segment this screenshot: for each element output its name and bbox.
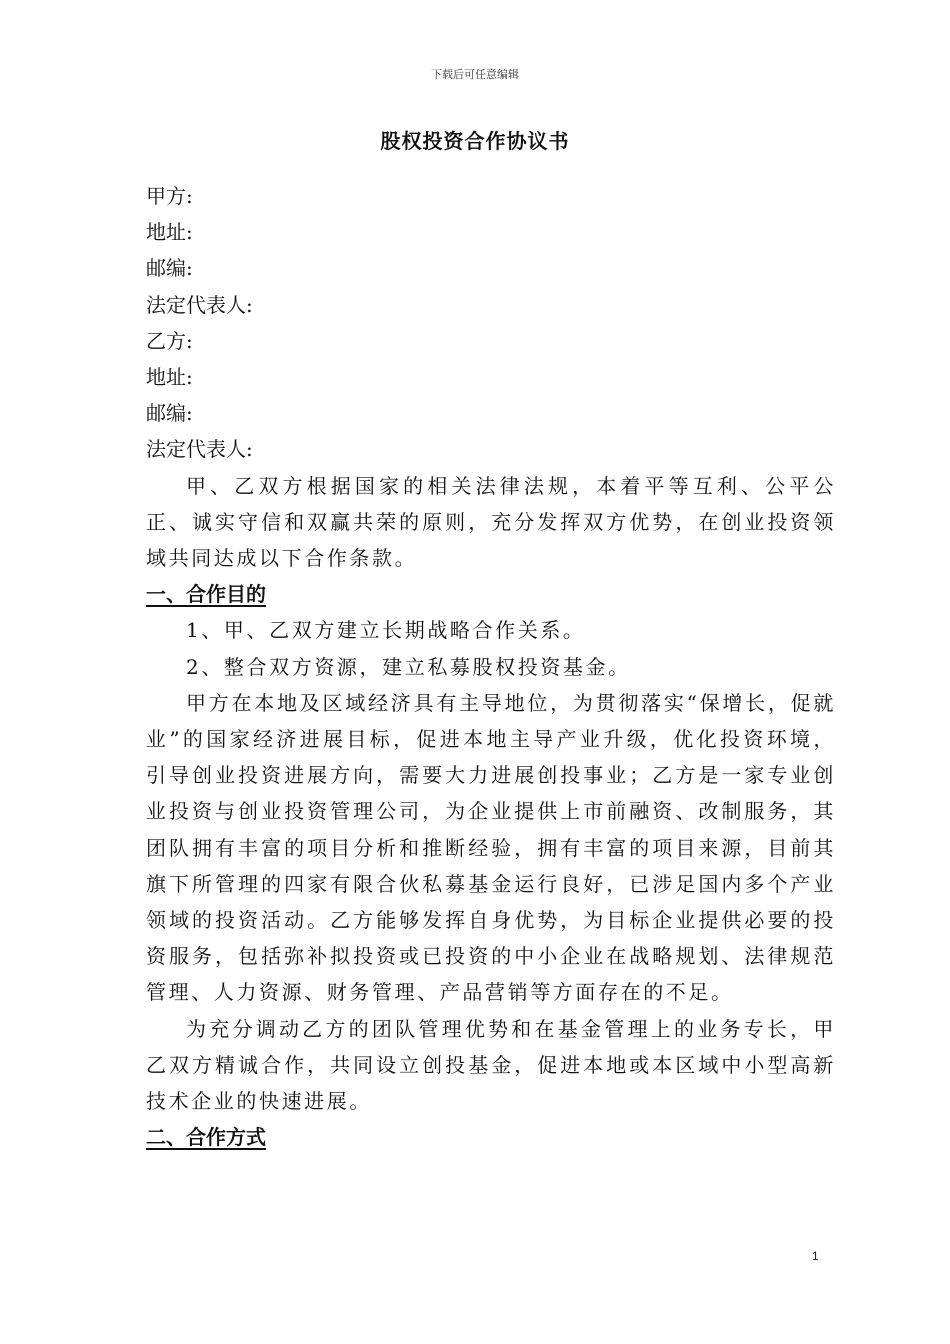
party-a-label: 甲方: bbox=[146, 184, 193, 208]
section-heading-method: 二、合作方式 bbox=[146, 1125, 266, 1150]
party-a-representative-label: 法定代表人: bbox=[146, 292, 253, 317]
party-b-postcode-label: 邮编: bbox=[146, 401, 193, 426]
section-heading-purpose: 一、合作目的 bbox=[146, 582, 266, 607]
purpose-paragraph-1: 甲方在本地及区域经济具有主导地位，为贯彻落实“保增长，促就业”的国家经济进展目标，促进本地主导产业升级，优化投资环境，引导创业投资进展方向，需要大力进展创投事业；乙方是一家专业创业投资与创业投资管理公司，为企业提供上市前融资、改制服务，其团队拥有丰富的项目分析和推断经验，拥有丰富的项目来源，目前其旗下所管理的四家有限合伙私募基金运行良好，已涉足国内多个产业领域的投资活动。乙方能够发挥自身优势，为目标企业提供必要的投资服务，包括弥补拟投资或已投资的中小企业在战略规划、法律规范管理、人力资源、财务管理、产品营销等方面存在的不足。 bbox=[146, 690, 836, 1005]
document-body bbox=[146, 178, 836, 1155]
document-title: 股权投资合作协议书 bbox=[380, 129, 570, 153]
purpose-paragraph-2: 为充分调动乙方的团队管理优势和在基金管理上的业务专长，甲乙双方精诚合作，共同设立创投基金，促进本地或本区域中小型高新技术企业的快速进展。 bbox=[146, 1016, 836, 1113]
party-b-label: 乙方: bbox=[146, 328, 193, 353]
purpose-item-2: 2、整合双方资源，建立私募股权投资基金。 bbox=[186, 654, 631, 679]
party-a-address-label: 地址: bbox=[146, 220, 193, 245]
party-a-postcode-label: 邮编: bbox=[146, 256, 193, 281]
intro-paragraph: 甲、乙双方根据国家的相关法律法规，本着平等互利、公平公正、诚实守信和双赢共荣的原则，充分发挥双方优势，在创业投资领域共同达成以下合作条款。 bbox=[146, 473, 836, 570]
party-b-representative-label: 法定代表人: bbox=[146, 437, 253, 462]
party-b-address-label: 地址: bbox=[146, 364, 193, 389]
header-note: 下载后可任意编辑 bbox=[431, 68, 519, 81]
page-number: 1 bbox=[812, 1249, 819, 1263]
purpose-item-1: 1、甲、乙双方建立长期战略合作关系。 bbox=[186, 618, 586, 643]
